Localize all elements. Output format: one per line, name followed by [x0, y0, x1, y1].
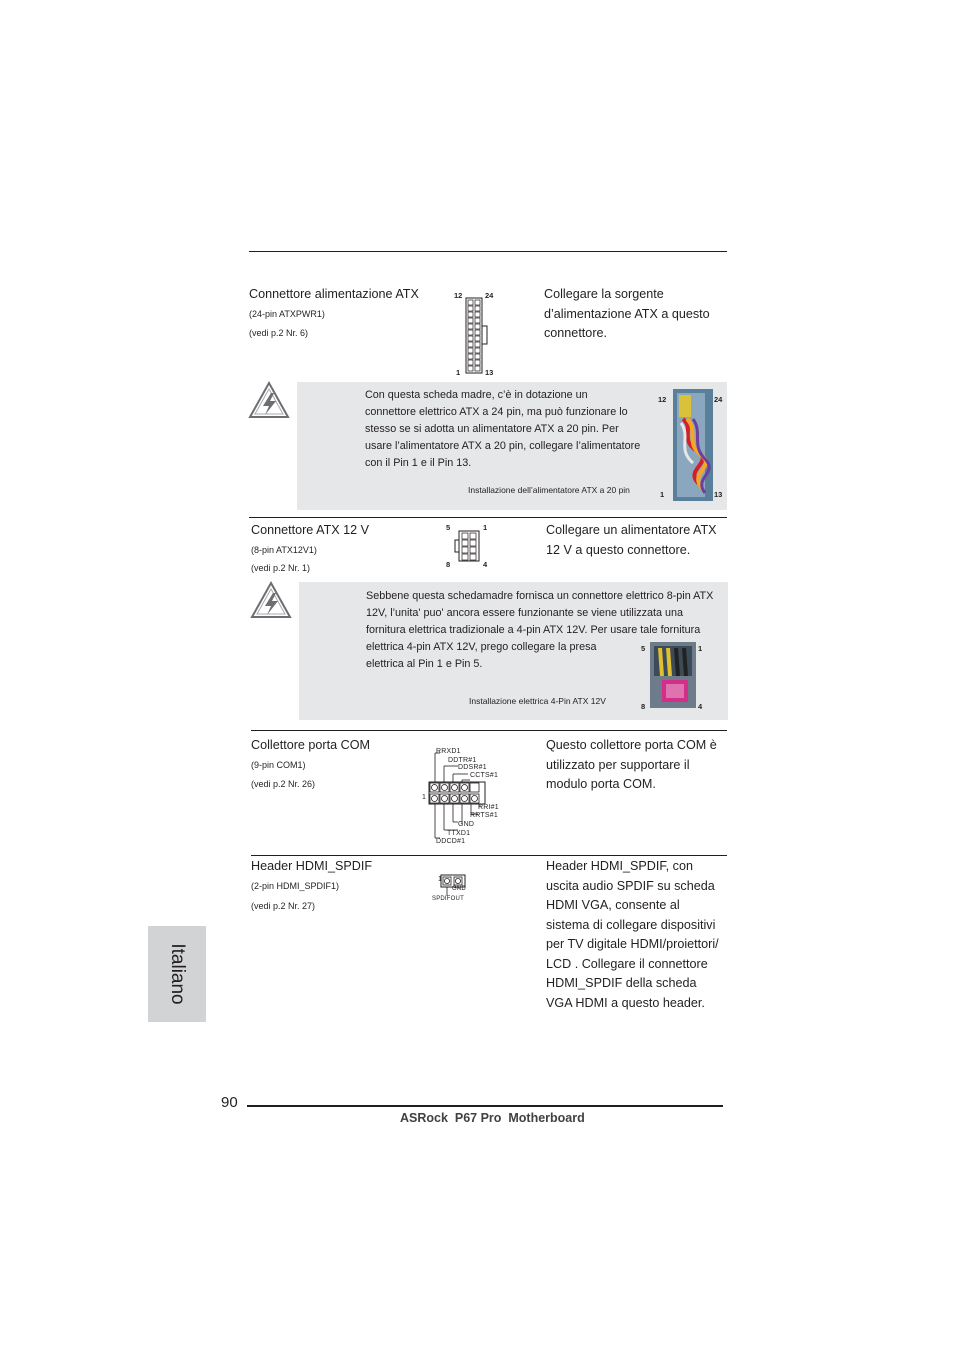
signal-rrxd1: RRXD1: [436, 748, 461, 755]
atxpwr-caption: Installazione dell’alimentatore ATX a 20 pin: [468, 485, 630, 495]
warning-icon: [248, 380, 290, 420]
warning-icon: [250, 580, 292, 620]
language-tab: [148, 926, 206, 1022]
signal-rrts1: RRTS#1: [470, 812, 498, 819]
atx12v-sub2: (vedi p.2 Nr. 1): [251, 563, 311, 573]
pin-label-13: 13: [485, 368, 494, 377]
section-rule: [251, 855, 727, 856]
pin-label-8: 8: [446, 560, 451, 569]
pin-label-1: 1: [483, 523, 488, 532]
section-rule: [249, 517, 727, 518]
atx-20pin-photo-icon: [673, 389, 713, 501]
language-tab-label: Italiano: [167, 943, 188, 1005]
atxpwr-title: Connettore alimentazione ATX: [249, 287, 419, 301]
hdmi-spdif-diagram: [430, 872, 480, 908]
footer-rule: [247, 1105, 723, 1107]
footer-title: ASRock P67 Pro Motherboard: [400, 1111, 585, 1125]
pin-label-12: 12: [454, 291, 463, 300]
com-header-diagram: [420, 744, 510, 850]
signal-ccts1: CCTS#1: [470, 772, 499, 779]
pin-label-5: 5: [446, 523, 451, 532]
photo-pin-13: 13: [714, 490, 723, 499]
photo-pin-4: 4: [698, 702, 703, 711]
atx12v-install-photo: [638, 640, 708, 712]
section-rule: [251, 730, 727, 731]
pin-label-4: 4: [483, 560, 488, 569]
signal-ddtr1: DDTR#1: [448, 757, 477, 764]
hdmi-sub1: (2-pin HDMI_SPDIF1): [251, 881, 340, 891]
atxpwr-sub2: (vedi p.2 Nr. 6): [249, 328, 309, 338]
hdmi-description: Header HDMI_SPDIF, con uscita audio SPDIF su scheda HDMI VGA, consente al sistema di collegare dispositivi per TV digitale HDMI/proiettori/ LCD . Collegare il connettore HDMI_SPDIF della scheda VGA HDMI a questo header.: [546, 859, 719, 1010]
spdif-pin1: 1: [438, 876, 443, 883]
com-description: Questo collettore porta COM è utilizzato per supportare il modulo porta COM.: [546, 738, 717, 791]
signal-ddsr1: DDSR#1: [458, 764, 487, 771]
pin-label-1: 1: [456, 368, 461, 377]
spdif-out: SPDIFOUT: [432, 896, 464, 902]
atxpwr-install-photo: [655, 386, 727, 504]
hdmi-title: Header HDMI_SPDIF: [251, 859, 373, 873]
signal-rri1: RRI#1: [478, 804, 499, 811]
atxpwr-sub1: (24-pin ATXPWR1): [249, 309, 325, 319]
atxpwr-note-text: Con questa scheda madre, c’è in dotazione un connettore elettrico ATX a 24 pin, ma può funzionare lo stesso se si adotta un alimentatore ATX a 20 pin. Per usare l’alimentatore ATX a 20 pin, collegare l’alimentatore con il Pin 1 e il Pin 13.: [365, 389, 641, 469]
photo-pin-1: 1: [660, 490, 665, 499]
atx12v-connector-diagram: [444, 522, 494, 570]
page-number: 90: [221, 1094, 238, 1111]
atx-24pin-connector-icon: [450, 288, 500, 380]
atx12v-sub1: (8-pin ATX12V1): [251, 545, 317, 555]
signal-gnd: GND: [458, 821, 475, 828]
photo-pin-5: 5: [641, 644, 646, 653]
atx12v-caption: Installazione elettrica 4-Pin ATX 12V: [469, 696, 606, 706]
photo-pin-12: 12: [658, 395, 667, 404]
pin-label-24: 24: [485, 291, 494, 300]
com-title: Collettore porta COM: [251, 738, 370, 752]
photo-pin-24: 24: [714, 395, 723, 404]
spdif-gnd: GND: [452, 886, 466, 892]
top-rule: [249, 251, 727, 252]
atx12v-description: Collegare un alimentatore ATX 12 V a questo connettore.: [546, 523, 717, 557]
com-sub2: (vedi p.2 Nr. 26): [251, 779, 316, 789]
signal-ttxd1: TTXD1: [447, 830, 471, 837]
hdmi-sub2: (vedi p.2 Nr. 27): [251, 901, 316, 911]
signal-pin1: 1: [422, 794, 427, 801]
photo-pin-1: 1: [698, 644, 703, 653]
atx12v-title: Connettore ATX 12 V: [251, 523, 370, 537]
photo-pin-8: 8: [641, 702, 646, 711]
atx12v-note-text: Sebbene questa schedamadre fornisca un connettore elettrico 8-pin ATX 12V, l’unita' puo' ancora essere funzionante se viene utilizzata una fornitura elettrica tradizionale a 4-pin ATX 12V. Per usare tale fornitura elettrica 4-pin ATX 12V, prego collegare la presa elettrica al Pin 1 e Pin 5.: [366, 590, 714, 670]
com-sub1: (9-pin COM1): [251, 760, 306, 770]
signal-ddcd1: DDCD#1: [436, 838, 466, 845]
atx-4pin-photo-icon: [650, 642, 696, 708]
atxpwr-connector-diagram: [450, 288, 500, 380]
atxpwr-description: Collegare la sorgente d’alimentazione ATX a questo connettore.: [544, 287, 710, 340]
